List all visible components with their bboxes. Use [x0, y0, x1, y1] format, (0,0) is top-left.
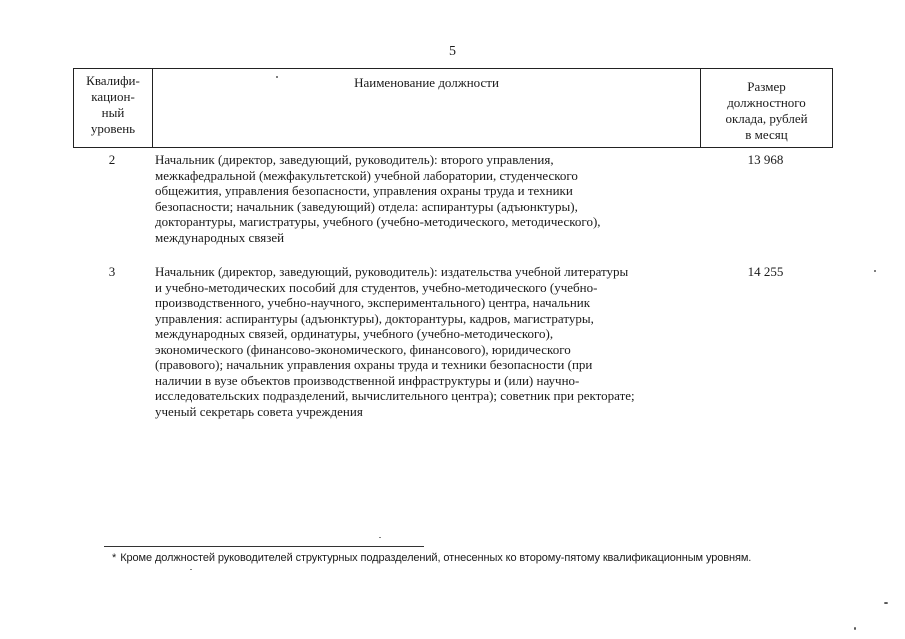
scan-speck: [874, 270, 876, 272]
scan-speck: [854, 627, 856, 630]
footnote-divider: [104, 546, 424, 547]
scan-speck: [190, 569, 192, 570]
header-qualification-level: [74, 69, 153, 148]
footnote: [112, 551, 832, 565]
header-salary-text: Размер должностного оклада, рублей в месяц: [725, 79, 808, 142]
page-number: 5: [449, 44, 456, 59]
row-level: 2: [108, 152, 116, 167]
scan-speck: [379, 537, 381, 538]
header-position-name-text: Наименование должности: [354, 75, 499, 90]
footnote-text: Кроме должностей руководителей структурных подразделений, отнесенных ко второму-пятому квалификационным уровням.: [120, 552, 752, 564]
table-header: [73, 68, 833, 148]
header-position-name: [153, 69, 701, 148]
row-salary: 13 968: [747, 152, 784, 167]
row-salary: 14 255: [747, 264, 784, 279]
header-salary: [701, 69, 833, 148]
footnote-mark: *: [112, 552, 117, 564]
scan-speck: [276, 76, 278, 78]
scan-speck: [884, 602, 888, 604]
row-position-description: Начальник (директор, заведующий, руководитель): второго управления, межкафедральной (межфакультетской) учебной лаборатории, студенческого общежития, управления безопасности, управления охраны труда и техники безопасности; начальник (заведующий) отдела: аспирантуры (адъюнктуры), докторантуры, магистратуры, учебного (учебно-методического, методического), международных связей: [155, 152, 601, 245]
row-level: 3: [108, 264, 116, 279]
table-header-row: [74, 69, 833, 148]
row-position-description: Начальник (директор, заведующий, руководитель): издательства учебной литературы и учебно-методических пособий для студентов, учебно-методического (учебно- производственного, учебно-научного, экспериментального) центра, начальник управления: аспирантуры (адъюнктуры), докторантуры, кадров, магистратуры, международных связей, ординатуры, учебного (учебно-методического), экономического (финансово-экономического, финансового), юридического (правового); начальник управления охраны труда и техники безопасности (при наличии в вузе объектов производственной инфраструктуры и (или) научно- исследовательских подразделений, вычислительного центра); советник при ректорате; ученый секретарь совета учреждения: [155, 264, 635, 419]
header-qualification-level-text: Квалифи- кацион- ный уровень: [86, 73, 140, 136]
